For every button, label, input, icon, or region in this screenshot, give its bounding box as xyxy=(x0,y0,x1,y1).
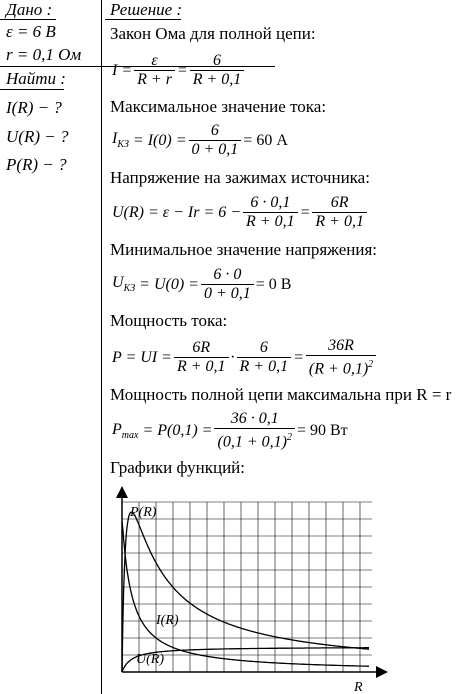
imax-heading: Максимальное значение тока: xyxy=(110,97,327,116)
voltage-formula: U(R) = ε − Ir = 6 − $\frac{6 \cdot 0,1}{R + 0,1}$ = $\frac{6R}{R + 0,1}$ xyxy=(112,194,369,231)
label-power: P(R) xyxy=(130,505,157,520)
solution-title: Решение : xyxy=(110,0,183,19)
solution-title-underline xyxy=(105,19,181,20)
power-heading: Мощность тока: xyxy=(110,311,228,330)
ohm-law-formula: I = $\frac{\varepsilon}{R + r}$ = $\frac{6}{R + 0,1}$ xyxy=(112,52,246,89)
find-title-underline xyxy=(0,89,64,90)
curve-current xyxy=(122,522,369,666)
label-voltage-series: U(R) xyxy=(136,652,164,667)
ohm-law-heading: Закон Ома для полной цепи: xyxy=(110,24,316,43)
graphs-heading: Графики функций: xyxy=(110,458,245,477)
find-title: Найти : xyxy=(6,69,66,88)
chart-grid xyxy=(122,502,372,672)
pmax-heading: Мощность полной цепи максимальна при R = r xyxy=(110,385,452,404)
find-item-power: P(R) − ? xyxy=(6,155,67,174)
find-item-current: I(R) − ? xyxy=(6,98,62,117)
x-axis-label: R xyxy=(354,680,363,694)
find-item-voltage: U(R) − ? xyxy=(6,127,69,146)
given-emf: ε = 6 В xyxy=(6,22,56,41)
pmax-formula: $P_{max}$ = P(0,1) = $\frac{36 \cdot 0,1}{(0,1 + 0,1)^2}$ = 90 Вт xyxy=(112,410,348,451)
power-formula: P = UI = $\frac{6R}{R + 0,1}$ · $\frac{6}{R + 0,1}$ = $\frac{36R}{(R + 0,1)^2}$ xyxy=(112,337,378,378)
umin-heading: Минимальное значение напряжения: xyxy=(110,240,377,259)
umin-formula: $U_{КЗ}$ = U(0) = $\frac{6 \cdot 0}{0 + 0,1}$ = 0 В xyxy=(112,266,292,302)
label-current: I(R) xyxy=(156,613,179,628)
given-title: Дано : xyxy=(6,0,53,19)
imax-formula: $I_{КЗ}$ = I(0) = $\frac{6}{0 + 0,1}$ = 60 А xyxy=(112,122,288,158)
given-r: r = 0,1 Ом xyxy=(6,45,82,64)
function-graphs-chart xyxy=(100,484,390,694)
given-title-underline xyxy=(0,19,56,20)
voltage-heading: Напряжение на зажимах источника: xyxy=(110,168,370,187)
